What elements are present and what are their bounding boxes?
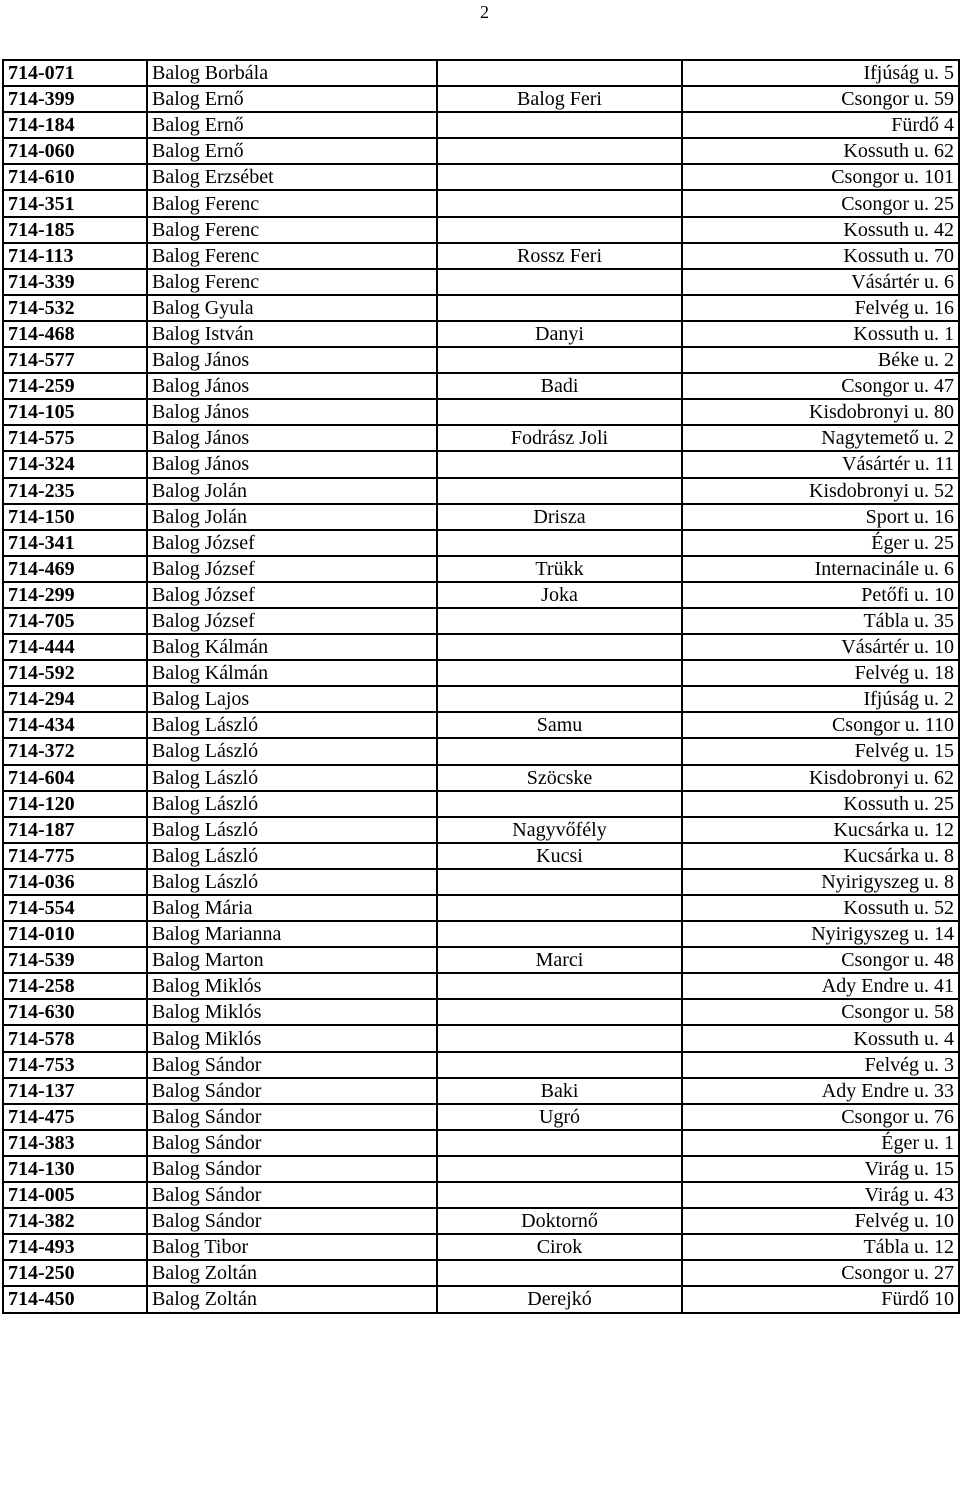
address-cell: Petőfi u. 10 bbox=[682, 582, 959, 608]
nickname-cell: Baki bbox=[437, 1078, 682, 1104]
table-row bbox=[3, 1286, 959, 1312]
address-cell: Éger u. 25 bbox=[682, 530, 959, 556]
address-cell: Csongor u. 101 bbox=[682, 164, 959, 190]
directory-body bbox=[3, 60, 959, 1313]
table-row bbox=[3, 1078, 959, 1104]
nickname-cell: Rossz Feri bbox=[437, 243, 682, 269]
address-cell: Nyirigyszeg u. 14 bbox=[682, 921, 959, 947]
name-cell: Balog László bbox=[147, 765, 437, 791]
name-cell: Balog Gyula bbox=[147, 295, 437, 321]
page-number: 2 bbox=[480, 2, 489, 22]
name-cell: Balog Kálmán bbox=[147, 634, 437, 660]
table-row bbox=[3, 1208, 959, 1234]
name-cell: Balog Ferenc bbox=[147, 217, 437, 243]
nickname-cell bbox=[437, 60, 682, 86]
phone-number-cell: 714-610 bbox=[3, 164, 147, 190]
table-row bbox=[3, 1130, 959, 1156]
address-cell: Kisdobronyi u. 52 bbox=[682, 478, 959, 504]
nickname-cell bbox=[437, 138, 682, 164]
name-cell: Balog László bbox=[147, 738, 437, 764]
address-cell: Csongor u. 58 bbox=[682, 999, 959, 1025]
name-cell: Balog László bbox=[147, 817, 437, 843]
table-row bbox=[3, 1104, 959, 1130]
address-cell: Kossuth u. 42 bbox=[682, 217, 959, 243]
table-row bbox=[3, 243, 959, 269]
table-row bbox=[3, 1182, 959, 1208]
name-cell: Balog Sándor bbox=[147, 1182, 437, 1208]
address-cell: Kossuth u. 1 bbox=[682, 321, 959, 347]
nickname-cell: Ugró bbox=[437, 1104, 682, 1130]
address-cell: Csongor u. 59 bbox=[682, 86, 959, 112]
phone-number-cell: 714-250 bbox=[3, 1260, 147, 1286]
name-cell: Balog Miklós bbox=[147, 1025, 437, 1051]
table-row bbox=[3, 947, 959, 973]
table-row bbox=[3, 738, 959, 764]
name-cell: Balog Ernő bbox=[147, 86, 437, 112]
address-cell: Kossuth u. 62 bbox=[682, 138, 959, 164]
nickname-cell: Joka bbox=[437, 582, 682, 608]
name-cell: Balog István bbox=[147, 321, 437, 347]
nickname-cell bbox=[437, 190, 682, 216]
name-cell: Balog Sándor bbox=[147, 1078, 437, 1104]
name-cell: Balog Sándor bbox=[147, 1104, 437, 1130]
address-cell: Csongor u. 47 bbox=[682, 373, 959, 399]
table-row bbox=[3, 973, 959, 999]
table-row bbox=[3, 817, 959, 843]
phone-directory-table bbox=[2, 59, 960, 1314]
table-row bbox=[3, 843, 959, 869]
nickname-cell: Marci bbox=[437, 947, 682, 973]
name-cell: Balog Marton bbox=[147, 947, 437, 973]
name-cell: Balog Jolán bbox=[147, 504, 437, 530]
address-cell: Tábla u. 12 bbox=[682, 1234, 959, 1260]
table-row bbox=[3, 295, 959, 321]
table-row bbox=[3, 321, 959, 347]
nickname-cell bbox=[437, 634, 682, 660]
phone-number-cell: 714-469 bbox=[3, 556, 147, 582]
phone-number-cell: 714-005 bbox=[3, 1182, 147, 1208]
table-row bbox=[3, 504, 959, 530]
nickname-cell: Drisza bbox=[437, 504, 682, 530]
address-cell: Felvég u. 3 bbox=[682, 1052, 959, 1078]
phone-number-cell: 714-187 bbox=[3, 817, 147, 843]
phone-number-cell: 714-150 bbox=[3, 504, 147, 530]
phone-number-cell: 714-578 bbox=[3, 1025, 147, 1051]
name-cell: Balog Sándor bbox=[147, 1156, 437, 1182]
address-cell: Fürdő 10 bbox=[682, 1286, 959, 1312]
address-cell: Kisdobronyi u. 62 bbox=[682, 765, 959, 791]
nickname-cell bbox=[437, 112, 682, 138]
table-row bbox=[3, 869, 959, 895]
table-row bbox=[3, 660, 959, 686]
phone-number-cell: 714-532 bbox=[3, 295, 147, 321]
name-cell: Balog József bbox=[147, 530, 437, 556]
name-cell: Balog Jolán bbox=[147, 478, 437, 504]
address-cell: Csongor u. 110 bbox=[682, 712, 959, 738]
address-cell: Internacinále u. 6 bbox=[682, 556, 959, 582]
name-cell: Balog János bbox=[147, 451, 437, 477]
table-row bbox=[3, 765, 959, 791]
address-cell: Ady Endre u. 41 bbox=[682, 973, 959, 999]
table-row bbox=[3, 1052, 959, 1078]
phone-number-cell: 714-554 bbox=[3, 895, 147, 921]
address-cell: Ifjúság u. 2 bbox=[682, 686, 959, 712]
phone-number-cell: 714-010 bbox=[3, 921, 147, 947]
name-cell: Balog Sándor bbox=[147, 1052, 437, 1078]
phone-number-cell: 714-299 bbox=[3, 582, 147, 608]
table-row bbox=[3, 634, 959, 660]
address-cell: Nyirigyszeg u. 8 bbox=[682, 869, 959, 895]
table-row bbox=[3, 530, 959, 556]
name-cell: Balog Mária bbox=[147, 895, 437, 921]
nickname-cell bbox=[437, 660, 682, 686]
name-cell: Balog József bbox=[147, 582, 437, 608]
phone-number-cell: 714-444 bbox=[3, 634, 147, 660]
phone-number-cell: 714-630 bbox=[3, 999, 147, 1025]
phone-number-cell: 714-604 bbox=[3, 765, 147, 791]
table-row bbox=[3, 269, 959, 295]
nickname-cell bbox=[437, 1052, 682, 1078]
phone-number-cell: 714-775 bbox=[3, 843, 147, 869]
phone-number-cell: 714-475 bbox=[3, 1104, 147, 1130]
table-row bbox=[3, 451, 959, 477]
table-row bbox=[3, 373, 959, 399]
table-row bbox=[3, 712, 959, 738]
nickname-cell bbox=[437, 921, 682, 947]
phone-number-cell: 714-294 bbox=[3, 686, 147, 712]
nickname-cell bbox=[437, 164, 682, 190]
nickname-cell bbox=[437, 269, 682, 295]
table-row bbox=[3, 86, 959, 112]
phone-number-cell: 714-493 bbox=[3, 1234, 147, 1260]
nickname-cell bbox=[437, 1182, 682, 1208]
phone-number-cell: 714-259 bbox=[3, 373, 147, 399]
table-row bbox=[3, 556, 959, 582]
address-cell: Kossuth u. 4 bbox=[682, 1025, 959, 1051]
table-row bbox=[3, 1156, 959, 1182]
phone-number-cell: 714-577 bbox=[3, 347, 147, 373]
phone-number-cell: 714-130 bbox=[3, 1156, 147, 1182]
name-cell: Balog Lajos bbox=[147, 686, 437, 712]
phone-number-cell: 714-575 bbox=[3, 425, 147, 451]
address-cell: Sport u. 16 bbox=[682, 504, 959, 530]
name-cell: Balog László bbox=[147, 869, 437, 895]
phone-number-cell: 714-184 bbox=[3, 112, 147, 138]
table-row bbox=[3, 895, 959, 921]
table-row bbox=[3, 582, 959, 608]
nickname-cell bbox=[437, 686, 682, 712]
nickname-cell bbox=[437, 869, 682, 895]
phone-number-cell: 714-060 bbox=[3, 138, 147, 164]
nickname-cell bbox=[437, 451, 682, 477]
nickname-cell bbox=[437, 478, 682, 504]
address-cell: Felvég u. 15 bbox=[682, 738, 959, 764]
name-cell: Balog Tibor bbox=[147, 1234, 437, 1260]
phone-number-cell: 714-383 bbox=[3, 1130, 147, 1156]
phone-number-cell: 714-434 bbox=[3, 712, 147, 738]
phone-number-cell: 714-372 bbox=[3, 738, 147, 764]
address-cell: Nagytemető u. 2 bbox=[682, 425, 959, 451]
address-cell: Fürdő 4 bbox=[682, 112, 959, 138]
table-row bbox=[3, 164, 959, 190]
phone-number-cell: 714-539 bbox=[3, 947, 147, 973]
phone-number-cell: 714-341 bbox=[3, 530, 147, 556]
address-cell: Éger u. 1 bbox=[682, 1130, 959, 1156]
name-cell: Balog Miklós bbox=[147, 973, 437, 999]
nickname-cell: Cirok bbox=[437, 1234, 682, 1260]
phone-number-cell: 714-592 bbox=[3, 660, 147, 686]
nickname-cell bbox=[437, 738, 682, 764]
name-cell: Balog Sándor bbox=[147, 1130, 437, 1156]
address-cell: Ady Endre u. 33 bbox=[682, 1078, 959, 1104]
phone-number-cell: 714-753 bbox=[3, 1052, 147, 1078]
nickname-cell: Kucsi bbox=[437, 843, 682, 869]
phone-number-cell: 714-120 bbox=[3, 791, 147, 817]
address-cell: Felvég u. 18 bbox=[682, 660, 959, 686]
address-cell: Csongor u. 48 bbox=[682, 947, 959, 973]
name-cell: Balog Sándor bbox=[147, 1208, 437, 1234]
name-cell: Balog József bbox=[147, 608, 437, 634]
table-row bbox=[3, 686, 959, 712]
table-row bbox=[3, 138, 959, 164]
table-row bbox=[3, 1025, 959, 1051]
nickname-cell bbox=[437, 1260, 682, 1286]
address-cell: Kucsárka u. 12 bbox=[682, 817, 959, 843]
name-cell: Balog László bbox=[147, 712, 437, 738]
address-cell: Kossuth u. 52 bbox=[682, 895, 959, 921]
phone-number-cell: 714-137 bbox=[3, 1078, 147, 1104]
nickname-cell: Balog Feri bbox=[437, 86, 682, 112]
phone-number-cell: 714-450 bbox=[3, 1286, 147, 1312]
name-cell: Balog László bbox=[147, 791, 437, 817]
address-cell: Kossuth u. 25 bbox=[682, 791, 959, 817]
table-row bbox=[3, 112, 959, 138]
address-cell: Csongor u. 27 bbox=[682, 1260, 959, 1286]
address-cell: Virág u. 15 bbox=[682, 1156, 959, 1182]
address-cell: Kucsárka u. 8 bbox=[682, 843, 959, 869]
phone-number-cell: 714-705 bbox=[3, 608, 147, 634]
address-cell: Csongor u. 76 bbox=[682, 1104, 959, 1130]
phone-number-cell: 714-399 bbox=[3, 86, 147, 112]
nickname-cell bbox=[437, 1025, 682, 1051]
nickname-cell bbox=[437, 347, 682, 373]
phone-number-cell: 714-258 bbox=[3, 973, 147, 999]
nickname-cell bbox=[437, 1156, 682, 1182]
nickname-cell: Doktornő bbox=[437, 1208, 682, 1234]
nickname-cell bbox=[437, 530, 682, 556]
nickname-cell bbox=[437, 1130, 682, 1156]
table-row bbox=[3, 478, 959, 504]
name-cell: Balog Kálmán bbox=[147, 660, 437, 686]
nickname-cell: Szöcske bbox=[437, 765, 682, 791]
address-cell: Vásártér u. 10 bbox=[682, 634, 959, 660]
table-row bbox=[3, 190, 959, 216]
name-cell: Balog Ferenc bbox=[147, 269, 437, 295]
name-cell: Balog János bbox=[147, 399, 437, 425]
phone-number-cell: 714-113 bbox=[3, 243, 147, 269]
phone-number-cell: 714-382 bbox=[3, 1208, 147, 1234]
table-row bbox=[3, 791, 959, 817]
table-row bbox=[3, 217, 959, 243]
address-cell: Vásártér u. 11 bbox=[682, 451, 959, 477]
nickname-cell: Derejkó bbox=[437, 1286, 682, 1312]
name-cell: Balog József bbox=[147, 556, 437, 582]
name-cell: Balog János bbox=[147, 425, 437, 451]
phone-number-cell: 714-468 bbox=[3, 321, 147, 347]
address-cell: Vásártér u. 6 bbox=[682, 269, 959, 295]
address-cell: Virág u. 43 bbox=[682, 1182, 959, 1208]
address-cell: Felvég u. 16 bbox=[682, 295, 959, 321]
table-row bbox=[3, 347, 959, 373]
table-row bbox=[3, 1234, 959, 1260]
address-cell: Tábla u. 35 bbox=[682, 608, 959, 634]
table-row bbox=[3, 60, 959, 86]
nickname-cell: Trükk bbox=[437, 556, 682, 582]
table-row bbox=[3, 425, 959, 451]
address-cell: Csongor u. 25 bbox=[682, 190, 959, 216]
nickname-cell bbox=[437, 399, 682, 425]
phone-number-cell: 714-235 bbox=[3, 478, 147, 504]
nickname-cell bbox=[437, 217, 682, 243]
address-cell: Béke u. 2 bbox=[682, 347, 959, 373]
nickname-cell: Fodrász Joli bbox=[437, 425, 682, 451]
table-row bbox=[3, 399, 959, 425]
name-cell: Balog János bbox=[147, 373, 437, 399]
name-cell: Balog Marianna bbox=[147, 921, 437, 947]
nickname-cell: Badi bbox=[437, 373, 682, 399]
table-row bbox=[3, 1260, 959, 1286]
address-cell: Ifjúság u. 5 bbox=[682, 60, 959, 86]
address-cell: Felvég u. 10 bbox=[682, 1208, 959, 1234]
phone-number-cell: 714-324 bbox=[3, 451, 147, 477]
nickname-cell bbox=[437, 295, 682, 321]
name-cell: Balog Ernő bbox=[147, 138, 437, 164]
phone-number-cell: 714-071 bbox=[3, 60, 147, 86]
name-cell: Balog Ferenc bbox=[147, 243, 437, 269]
nickname-cell bbox=[437, 973, 682, 999]
nickname-cell bbox=[437, 608, 682, 634]
name-cell: Balog László bbox=[147, 843, 437, 869]
name-cell: Balog Erzsébet bbox=[147, 164, 437, 190]
table-row bbox=[3, 999, 959, 1025]
table-row bbox=[3, 608, 959, 634]
address-cell: Kossuth u. 70 bbox=[682, 243, 959, 269]
nickname-cell: Nagyvőfély bbox=[437, 817, 682, 843]
nickname-cell bbox=[437, 895, 682, 921]
nickname-cell bbox=[437, 791, 682, 817]
name-cell: Balog Ernő bbox=[147, 112, 437, 138]
name-cell: Balog János bbox=[147, 347, 437, 373]
name-cell: Balog Ferenc bbox=[147, 190, 437, 216]
nickname-cell: Danyi bbox=[437, 321, 682, 347]
nickname-cell: Samu bbox=[437, 712, 682, 738]
address-cell: Kisdobronyi u. 80 bbox=[682, 399, 959, 425]
phone-number-cell: 714-036 bbox=[3, 869, 147, 895]
phone-number-cell: 714-105 bbox=[3, 399, 147, 425]
phone-number-cell: 714-339 bbox=[3, 269, 147, 295]
phone-number-cell: 714-185 bbox=[3, 217, 147, 243]
nickname-cell bbox=[437, 999, 682, 1025]
name-cell: Balog Zoltán bbox=[147, 1286, 437, 1312]
name-cell: Balog Zoltán bbox=[147, 1260, 437, 1286]
phone-number-cell: 714-351 bbox=[3, 190, 147, 216]
name-cell: Balog Borbála bbox=[147, 60, 437, 86]
name-cell: Balog Miklós bbox=[147, 999, 437, 1025]
table-row bbox=[3, 921, 959, 947]
